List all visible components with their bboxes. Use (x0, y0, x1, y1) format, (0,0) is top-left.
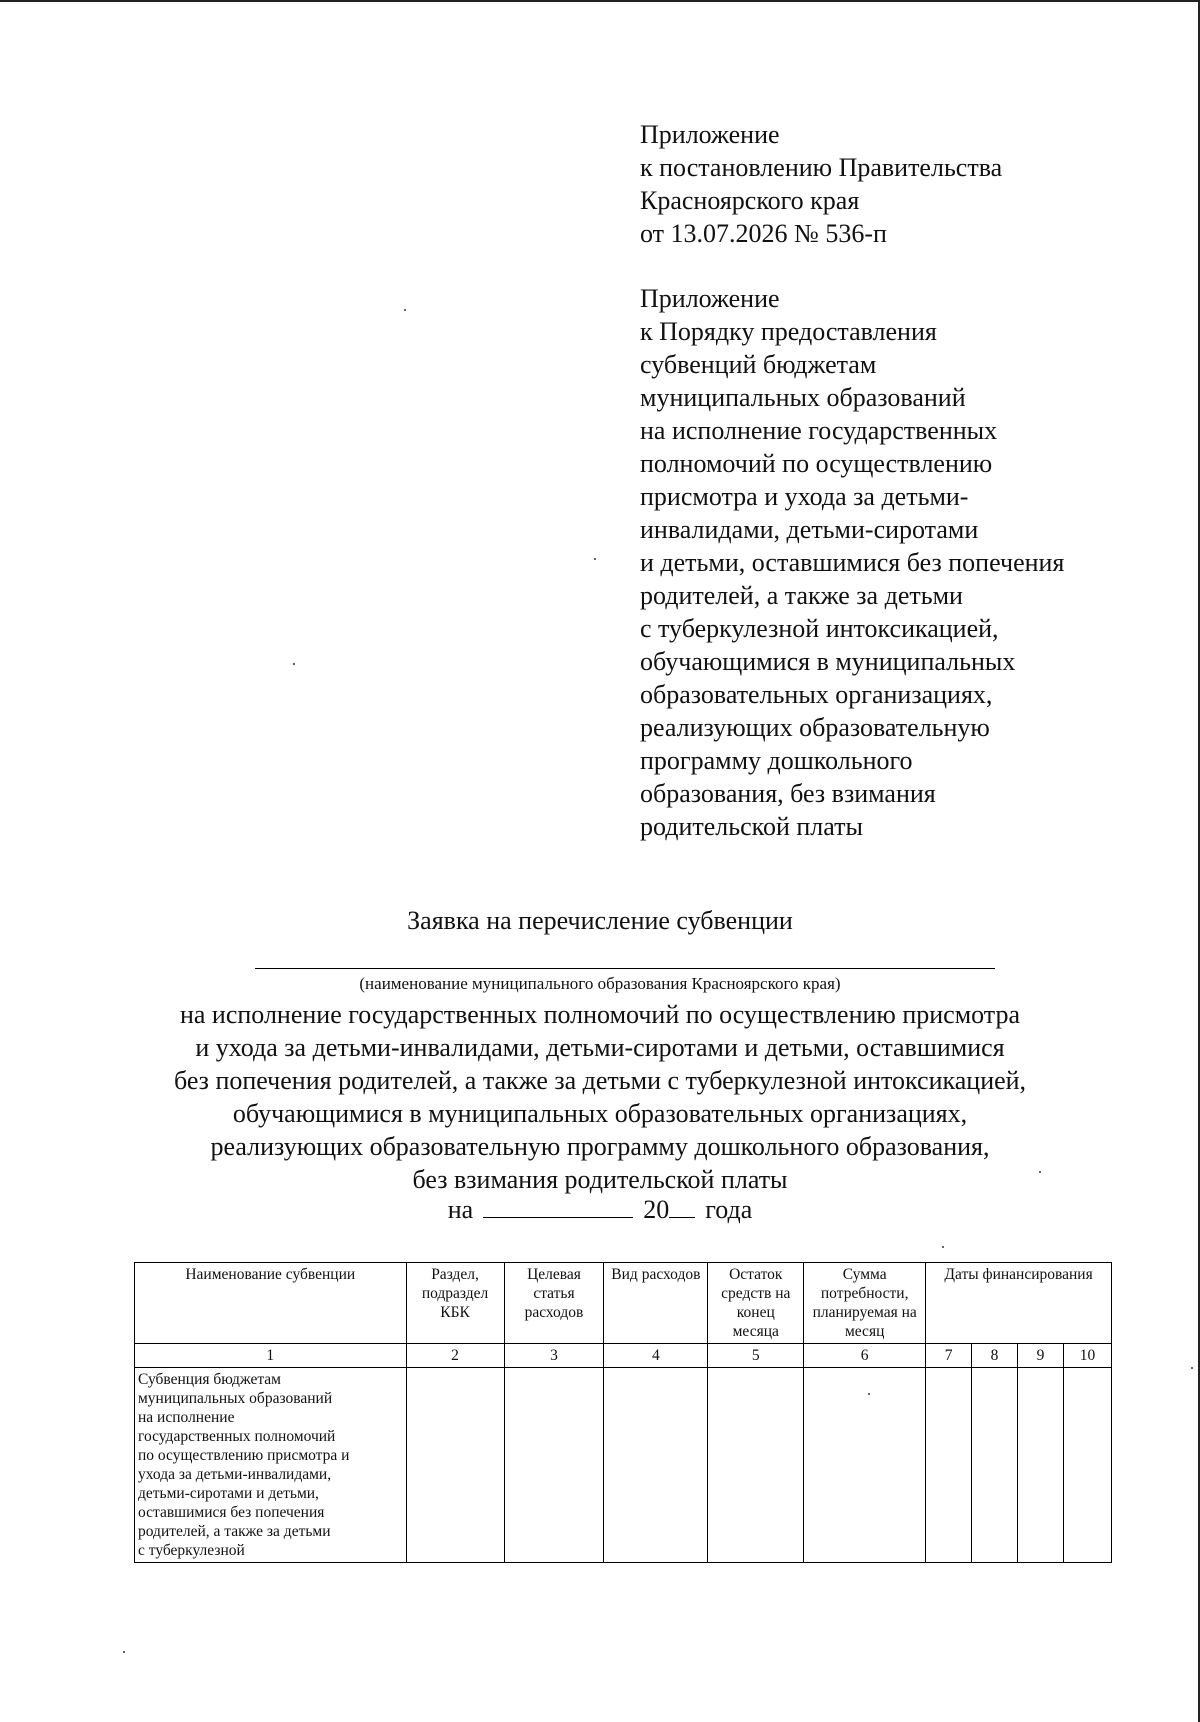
empty-cell (604, 1368, 708, 1563)
header-cell: Целевая статья расходов (504, 1263, 604, 1344)
scan-speck (594, 558, 596, 560)
appendix-line: родителей, а также за детьми (640, 581, 963, 610)
table-number-row (135, 1344, 1112, 1368)
subvention-line: оставшимися без попечения (138, 1504, 325, 1521)
appendix-resolution-block (640, 118, 1002, 250)
subvention-name-cell (135, 1368, 407, 1563)
appendix-line: родительской платы (640, 812, 863, 841)
appendix-line: Приложение (640, 120, 780, 149)
year-prefix: 20 (643, 1195, 670, 1224)
column-number: 8 (972, 1344, 1018, 1368)
header-cell: Сумма потребности, планируемая на месяц (804, 1263, 926, 1344)
header-cell: Раздел, подраздел КБК (406, 1263, 504, 1344)
purpose-line: обучающимися в муниципальных образовательных организациях, (232, 1099, 968, 1128)
purpose-text (0, 998, 1200, 1196)
scan-speck (293, 663, 295, 665)
appendix-line: образовательных организациях, (640, 680, 993, 709)
date-suffix: года (705, 1195, 753, 1224)
form-title: Заявка на перечисление субвенции (407, 906, 793, 935)
column-number: 7 (926, 1344, 972, 1368)
empty-cell (1063, 1368, 1111, 1563)
empty-cell (972, 1368, 1018, 1563)
column-number: 4 (604, 1344, 708, 1368)
appendix-line: программу дошкольного (640, 746, 913, 775)
scan-speck (404, 309, 406, 311)
appendix-line: реализующих образовательную (640, 713, 990, 742)
appendix-line: и детьми, оставшимися без попечения (640, 548, 1065, 577)
column-number: 9 (1018, 1344, 1064, 1368)
scan-speck (868, 1393, 870, 1395)
appendix-line: с туберкулезной интоксикацией, (640, 614, 999, 643)
column-number: 3 (504, 1344, 604, 1368)
purpose-line: без попечения родителей, а также за детьми с туберкулезной интоксикацией, (173, 1066, 1027, 1095)
page-border-top (0, 0, 1200, 2)
header-cell: Вид расходов (604, 1263, 708, 1344)
subvention-line: муниципальных образований (138, 1390, 333, 1407)
appendix-line: инвалидами, детьми-сиротами (640, 515, 979, 544)
scan-speck (1191, 1367, 1193, 1369)
appendix-line: муниципальных образований (640, 383, 966, 412)
subvention-line: Субвенция бюджетам (138, 1371, 281, 1388)
municipality-fill-line (255, 968, 995, 969)
column-number: 2 (406, 1344, 504, 1368)
table-header-row (135, 1263, 1112, 1344)
municipality-caption: (наименование муниципального образования Красноярского края) (359, 974, 841, 993)
appendix-line: присмотра и ухода за детьми- (640, 482, 969, 511)
subvention-line: ухода за детьми-инвалидами, (138, 1466, 332, 1483)
purpose-line: реализующих образовательную программу дошкольного образования, (210, 1132, 990, 1161)
appendix-line: к постановлению Правительства (640, 153, 1003, 182)
column-number: 5 (708, 1344, 804, 1368)
scan-speck (942, 1246, 944, 1248)
column-number: 6 (804, 1344, 926, 1368)
empty-cell (406, 1368, 504, 1563)
date-blank (483, 1195, 633, 1218)
purpose-line: на исполнение государственных полномочий по осуществлению присмотра (179, 1000, 1021, 1029)
appendix-line: обучающимися в муниципальных (640, 647, 1016, 676)
empty-cell (708, 1368, 804, 1563)
empty-cell (804, 1368, 926, 1563)
scan-speck (123, 1651, 125, 1653)
appendix-line: от 13.07.2026 № 536-п (640, 219, 887, 248)
column-number: 1 (135, 1344, 407, 1368)
date-line (0, 1195, 1200, 1225)
subvention-table (134, 1262, 1112, 1563)
appendix-line: полномочий по осуществлению (640, 449, 993, 478)
subvention-line: государственных полномочий (138, 1428, 336, 1445)
appendix-line: на исполнение государственных (640, 416, 998, 445)
date-prefix: на (447, 1195, 474, 1224)
subvention-line: детьми-сиротами и детьми, (138, 1485, 319, 1502)
header-cell: Даты финансирования (926, 1263, 1112, 1344)
header-cell: Наименование субвенции (135, 1263, 407, 1344)
subvention-line: по осуществлению присмотра и (138, 1447, 350, 1464)
appendix-procedure-block (640, 282, 1064, 843)
appendix-line: образования, без взимания (640, 779, 936, 808)
subvention-line: родителей, а также за детьми (138, 1523, 331, 1540)
appendix-line: к Порядку предоставления (640, 317, 937, 346)
column-number: 10 (1063, 1344, 1111, 1368)
empty-cell (504, 1368, 604, 1563)
appendix-line: Приложение (640, 284, 780, 313)
scan-speck (1039, 1171, 1041, 1173)
subvention-line: на исполнение (138, 1409, 235, 1426)
subvention-line: с туберкулезной (138, 1542, 245, 1559)
appendix-line: субвенций бюджетам (640, 350, 877, 379)
header-cell: Остаток средств на конец месяца (708, 1263, 804, 1344)
table-row (135, 1368, 1112, 1563)
empty-cell (926, 1368, 972, 1563)
purpose-line: и ухода за детьми-инвалидами, детьми-сиротами и детьми, оставшимися (195, 1033, 1005, 1062)
purpose-line: без взимания родительской платы (412, 1165, 788, 1194)
empty-cell (1018, 1368, 1064, 1563)
appendix-line: Красноярского края (640, 186, 860, 215)
year-blank (669, 1195, 695, 1218)
